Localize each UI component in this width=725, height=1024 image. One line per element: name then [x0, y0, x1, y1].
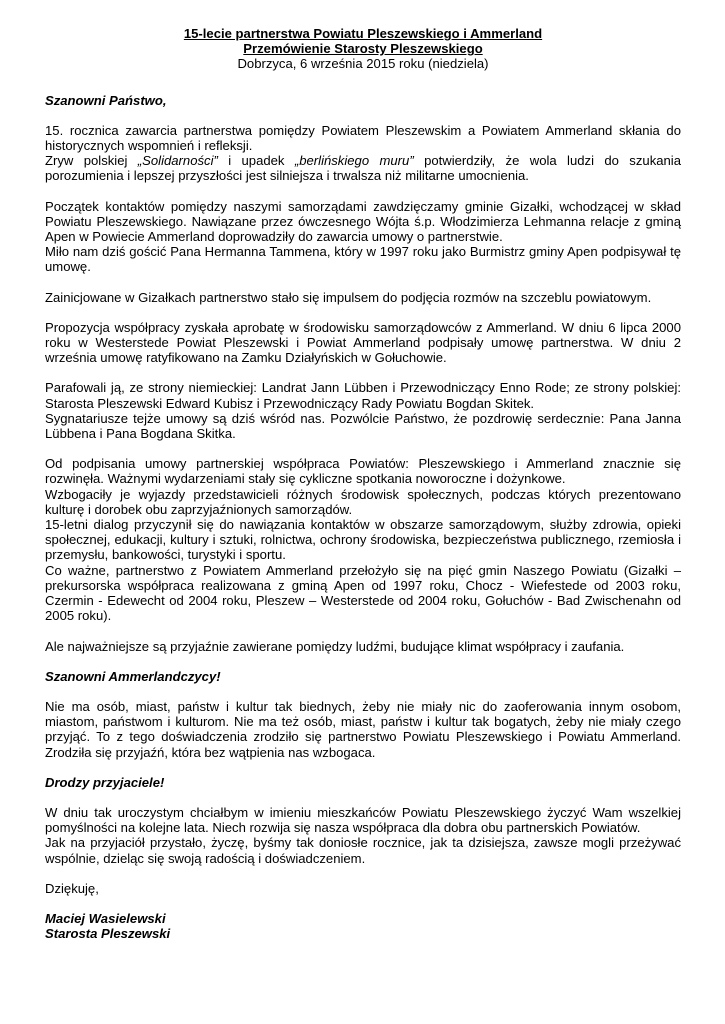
text-run: i upadek [217, 153, 295, 169]
solidarnosc-quote: „Solidarności” [137, 153, 218, 169]
signer-role: Starosta Pleszewski [45, 926, 171, 942]
paragraph-5-sentence-1: Parafowali ją, ze strony niemieckiej: Landrat Jann Lübben i Przewodniczący Enno Rode; ze strony polskiej: Starosta Pleszewski Edward Kubisz i Przewodniczący Rady Powiatu Bogdan Skitek. [45, 380, 681, 411]
text-run: Zryw polskiej [45, 153, 138, 169]
document-header [45, 26, 681, 72]
paragraph-2-sentence-2: Miło nam dziś gościć Pana Hermanna Tammena, który w 1997 roku jako Burmistrz gminy Apen podpisywał tę umowę. [45, 244, 681, 275]
salutation-3: Drodzy przyjaciele! [45, 774, 165, 790]
paragraph-1-sentence-1: 15. rocznica zawarcia partnerstwa pomiędzy Powiatem Pleszewskim a Powiatem Ammerland skłania do historycznych wspomnień i refleksji. [45, 122, 681, 154]
paragraph-5-sentence-2: Sygnatariusze tejże umowy są dziś wśród nas. Pozwólcie Państwo, że pozdrowię serdecznie: Pana Janna Lübbena i Pana Bogdana Skitka. [45, 410, 681, 442]
paragraph-8: Nie ma osób, miast, państw i kultur tak biednych, żeby nie miały nic do zaoferowania innym osobom, miastom, państwom i kulturom. Nie ma też osób, miast, państw i kultur tak bogatych, żeby nie miały czego przyjąć. To z tego doświadczenia zrodziło się partnerstwo Powiatu Pleszewskiego i Powiatu Ammerland. Zrodziła się przyjaźń, która bez wątpienia nas wzbogaca. [45, 698, 681, 760]
signer-name: Maciej Wasielewski [45, 910, 166, 926]
paragraph-6-sentence-3: 15-letni dialog przyczynił się do nawiązania kontaktów w obszarze samorządowym, służby zdrowia, opieki społecznej, edukacji, kultury i sztuki, rolnictwa, ochrony środowiska, bezpieczeństwa publicznego, rzemiosła i przemysłu, bankowości, turystyki i sportu. [45, 517, 681, 563]
paragraph-1-sentence-2 [45, 153, 681, 183]
document-page [45, 26, 681, 941]
text-run: potwierdziły, że wola ludzi do szukania porozumienia i lepszej przyszłości jest silniejsza i trwalsza niż militarne umocnienia. [45, 153, 681, 184]
paragraph-9 [45, 805, 681, 866]
paragraph-2-sentence-1: Początek kontaktów pomiędzy naszymi samorządami zawdzięczamy gminie Gizałki, wchodzącej w skład Powiatu Pleszewskiego. Nawiązane przez ówczesnego Wójta ś.p. Włodzimierza Lehmanna relacje z gminą Apen w Powiecie Ammerland doprowadziły do zawarcia umowy o partnerstwie. [45, 198, 681, 245]
paragraph-9-sentence-1: W dniu tak uroczystym chciałbym w imieniu mieszkańców Powiatu Pleszewskiego życzyć Wam wszelkiej pomyślności na kolejne lata. Niech rozwija się nasza współpraca dla dobra obu partnerskich Powiatów. [45, 804, 681, 836]
document-subtitle: Przemówienie Starosty Pleszewskiego [243, 41, 483, 57]
paragraph-6-sentence-2: Wzbogaciły je wyjazdy przedstawicieli różnych środowisk społecznych, podczas których prezentowano kulturę i dorobek obu zaprzyjaźnionych samorządów. [45, 486, 681, 517]
paragraph-5 [45, 380, 681, 441]
paragraph-1 [45, 123, 681, 184]
paragraph-3: Zainicjowane w Gizałkach partnerstwo stało się impulsem do podjęcia rozmów na szczeblu powiatowym. [45, 289, 652, 305]
document-title: 15-lecie partnerstwa Powiatu Pleszewskiego i Ammerland [183, 26, 543, 41]
closing: Dziękuję, [45, 880, 99, 896]
paragraph-4: Propozycja współpracy zyskała aprobatę w środowisku samorządowców z Ammerland. W dniu 6 lipca 2000 roku w Westerstede Powiat Pleszewski i Powiat Ammerland podpisały umowę partnerstwa. W dniu 2 września umowę ratyfikowano na Zamku Działyńskich w Gołuchowie. [45, 319, 681, 366]
signature-block [45, 911, 681, 941]
paragraph-7: Ale najważniejsze są przyjaźnie zawierane pomiędzy ludźmi, budujące klimat współpracy i zaufania. [45, 638, 625, 654]
berlin-wall-quote: „berlińskiego muru” [294, 153, 414, 169]
salutation-2: Szanowni Ammerlandczycy! [45, 668, 221, 684]
place-date: Dobrzyca, 6 września 2015 roku (niedziela) [237, 56, 489, 72]
paragraph-9-sentence-2: Jak na przyjaciół przystało, życzę, byśmy tak doniosłe rocznice, jak ta dzisiejsza, zawsze mogli przeżywać wspólnie, dzieląc się swoją radością i doświadczeniem. [45, 835, 681, 866]
paragraph-6 [45, 456, 681, 623]
paragraph-6-sentence-1: Od podpisania umowy partnerskiej współpraca Powiatów: Pleszewskiego i Ammerland znacznie się rozwinęła. Ważnymi wydarzeniami stały się cykliczne spotkania noworoczne i dożynkowe. [45, 456, 681, 487]
paragraph-2 [45, 199, 681, 275]
paragraph-6-sentence-4: Co ważne, partnerstwo z Powiatem Ammerland przełożyło się na pięć gmin Naszego Powiatu (Gizałki – prekursorska współpraca realizowana z gminą Apen od 1997 roku, Chocz - Wiefestede od 2003 roku, Czermin - Edewecht od 2004 roku, Pleszew – Westerstede od 2004 roku, Gołuchów - Bad Zwischenahn od 2005 roku). [45, 562, 681, 624]
salutation-1: Szanowni Państwo, [45, 92, 167, 108]
